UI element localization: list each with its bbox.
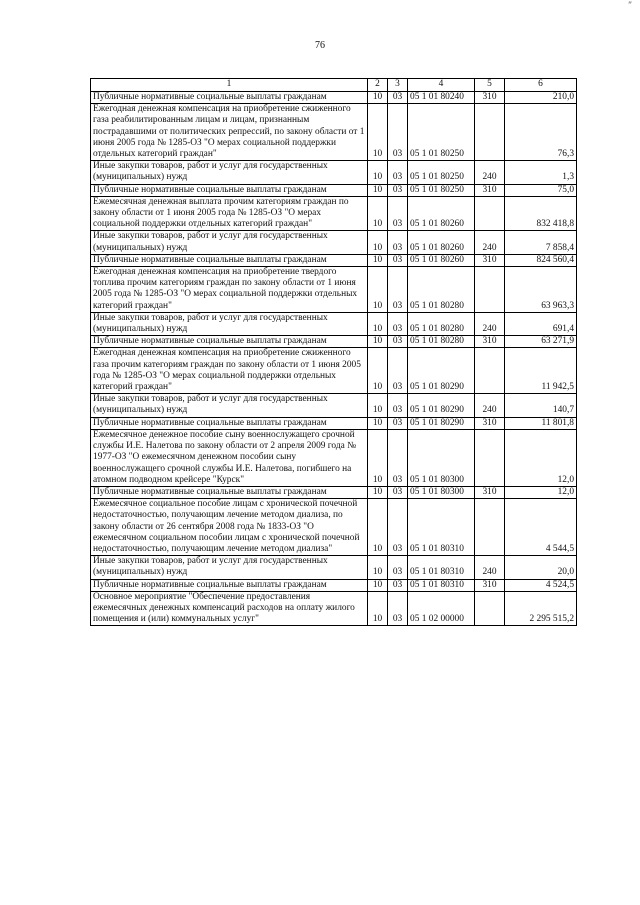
budget-table (90, 78, 577, 626)
cell-target-article: 05 1 01 80300 (408, 486, 475, 498)
table-row (91, 104, 577, 161)
header-col-6: 6 (505, 79, 577, 92)
table-row (91, 336, 577, 348)
cell-description: Публичные нормативные социальные выплаты гражданам (91, 254, 368, 266)
cell-section: 10 (368, 486, 388, 498)
cell-expense-type: 240 (475, 161, 505, 184)
table-row (91, 591, 577, 626)
cell-expense-type: 240 (475, 394, 505, 417)
cell-subsection: 03 (388, 161, 408, 184)
cell-expense-type: 240 (475, 312, 505, 335)
cell-subsection: 03 (388, 556, 408, 579)
cell-description: Ежемесячная денежная выплата прочим категориям граждан по закону области от 1 июня 2005 года № 1285-ОЗ "О мерах социальной поддержки отдельных категорий граждан" (91, 196, 368, 231)
cell-target-article: 05 1 01 80310 (408, 579, 475, 591)
cell-expense-type: 310 (475, 184, 505, 196)
cell-description: Публичные нормативные социальные выплаты гражданам (91, 486, 368, 498)
cell-section: 10 (368, 417, 388, 429)
cell-description: Публичные нормативные социальные выплаты гражданам (91, 336, 368, 348)
cell-amount: 76,3 (505, 104, 577, 161)
cell-subsection: 03 (388, 336, 408, 348)
cell-amount: 4 524,5 (505, 579, 577, 591)
table-row (91, 486, 577, 498)
cell-section: 10 (368, 267, 388, 313)
cell-target-article: 05 1 01 80250 (408, 104, 475, 161)
cell-subsection: 03 (388, 196, 408, 231)
cell-target-article: 05 1 01 80240 (408, 92, 475, 104)
cell-target-article: 05 1 01 80280 (408, 336, 475, 348)
cell-amount: 75,0 (505, 184, 577, 196)
header-col-5: 5 (475, 79, 505, 92)
cell-target-article: 05 1 01 80290 (408, 394, 475, 417)
cell-expense-type (475, 267, 505, 313)
cell-target-article: 05 1 01 80280 (408, 312, 475, 335)
cell-subsection: 03 (388, 579, 408, 591)
table-row (91, 231, 577, 254)
cell-expense-type: 240 (475, 556, 505, 579)
cell-section: 10 (368, 161, 388, 184)
table-row (91, 417, 577, 429)
table-row (91, 499, 577, 556)
cell-target-article: 05 1 01 80280 (408, 267, 475, 313)
corner-mark: ″ (628, 0, 632, 10)
cell-target-article: 05 1 01 80260 (408, 196, 475, 231)
cell-expense-type (475, 429, 505, 486)
cell-section: 10 (368, 231, 388, 254)
cell-section: 10 (368, 556, 388, 579)
cell-description: Ежегодная денежная компенсация на приобретение твердого топлива прочим категориям граждан по закону области от 1 июня 2005 года № 1285-ОЗ "О мерах социальной поддержки отдельных категорий граждан" (91, 267, 368, 313)
cell-amount: 63 963,3 (505, 267, 577, 313)
cell-subsection: 03 (388, 231, 408, 254)
cell-subsection: 03 (388, 104, 408, 161)
cell-expense-type: 310 (475, 336, 505, 348)
table-row (91, 312, 577, 335)
cell-section: 10 (368, 312, 388, 335)
header-col-3: 3 (388, 79, 408, 92)
cell-expense-type (475, 104, 505, 161)
cell-subsection: 03 (388, 429, 408, 486)
cell-description: Ежегодная денежная компенсация на приобретение сжиженного газа реабилитированным лицам и лицам, признанным пострадавшими от политических репрессий, по закону области от 1 июня 2005 года № 1285-ОЗ "О мерах социальной поддержки отдельных категорий граждан" (91, 104, 368, 161)
cell-subsection: 03 (388, 92, 408, 104)
cell-section: 10 (368, 348, 388, 394)
table-row (91, 161, 577, 184)
table-row (91, 348, 577, 394)
cell-section: 10 (368, 499, 388, 556)
cell-expense-type (475, 196, 505, 231)
cell-section: 10 (368, 336, 388, 348)
cell-target-article: 05 1 01 80260 (408, 254, 475, 266)
cell-amount: 140,7 (505, 394, 577, 417)
header-col-4: 4 (408, 79, 475, 92)
cell-amount: 4 544,5 (505, 499, 577, 556)
cell-section: 10 (368, 104, 388, 161)
cell-subsection: 03 (388, 254, 408, 266)
cell-section: 10 (368, 196, 388, 231)
cell-amount: 1,3 (505, 161, 577, 184)
table-row (91, 267, 577, 313)
cell-subsection: 03 (388, 591, 408, 626)
cell-section: 10 (368, 184, 388, 196)
cell-amount: 20,0 (505, 556, 577, 579)
table-row (91, 394, 577, 417)
cell-target-article: 05 1 01 80250 (408, 184, 475, 196)
cell-expense-type: 310 (475, 254, 505, 266)
cell-description: Публичные нормативные социальные выплаты гражданам (91, 184, 368, 196)
cell-expense-type: 310 (475, 417, 505, 429)
cell-description: Публичные нормативные социальные выплаты гражданам (91, 417, 368, 429)
cell-target-article: 05 1 01 80310 (408, 556, 475, 579)
cell-amount: 824 560,4 (505, 254, 577, 266)
cell-subsection: 03 (388, 348, 408, 394)
cell-description: Иные закупки товаров, работ и услуг для государственных (муниципальных) нужд (91, 394, 368, 417)
cell-subsection: 03 (388, 417, 408, 429)
cell-amount: 7 858,4 (505, 231, 577, 254)
cell-amount: 11 942,5 (505, 348, 577, 394)
cell-expense-type: 240 (475, 231, 505, 254)
cell-description: Публичные нормативные социальные выплаты гражданам (91, 579, 368, 591)
cell-description: Ежемесячное денежное пособие сыну военнослужащего срочной службы И.Е. Налетова по закону области от 2 апреля 2009 года № 1977-ОЗ "О ежемесячном денежном пособии сыну военнослужащего срочной службы И.Е. Налетова, погибшего на атомном подводном крейсере "Курск" (91, 429, 368, 486)
cell-subsection: 03 (388, 499, 408, 556)
cell-target-article: 05 1 02 00000 (408, 591, 475, 626)
cell-subsection: 03 (388, 184, 408, 196)
cell-amount: 12,0 (505, 486, 577, 498)
cell-section: 10 (368, 92, 388, 104)
cell-subsection: 03 (388, 267, 408, 313)
cell-description: Ежемесячное социальное пособие лицам с хронической почечной недостаточностью, получающим лечение методом диализа, по закону области от 26 сентября 2008 года № 1833-ОЗ "О ежемесячном социальном пособии лицам с хронической почечной недостаточностью, получающим лечение методом диализа" (91, 499, 368, 556)
cell-expense-type (475, 348, 505, 394)
cell-amount: 63 271,9 (505, 336, 577, 348)
table-row (91, 92, 577, 104)
cell-target-article: 05 1 01 80290 (408, 417, 475, 429)
cell-target-article: 05 1 01 80300 (408, 429, 475, 486)
table-row (91, 579, 577, 591)
cell-expense-type (475, 499, 505, 556)
cell-subsection: 03 (388, 312, 408, 335)
table-row (91, 556, 577, 579)
cell-section: 10 (368, 254, 388, 266)
table-row (91, 429, 577, 486)
cell-amount: 11 801,8 (505, 417, 577, 429)
cell-description: Ежегодная денежная компенсация на приобретение сжиженного газа прочим категориям граждан по закону области от 1 июня 2005 года № 1285-ОЗ "О мерах социальной поддержки отдельных категорий граждан" (91, 348, 368, 394)
table-row (91, 254, 577, 266)
cell-description: Иные закупки товаров, работ и услуг для государственных (муниципальных) нужд (91, 556, 368, 579)
cell-expense-type: 310 (475, 486, 505, 498)
cell-target-article: 05 1 01 80250 (408, 161, 475, 184)
table-header-row (91, 79, 577, 92)
page-number: 76 (315, 40, 325, 51)
cell-target-article: 05 1 01 80310 (408, 499, 475, 556)
cell-subsection: 03 (388, 394, 408, 417)
cell-section: 10 (368, 394, 388, 417)
cell-target-article: 05 1 01 80260 (408, 231, 475, 254)
cell-target-article: 05 1 01 80290 (408, 348, 475, 394)
cell-description: Иные закупки товаров, работ и услуг для государственных (муниципальных) нужд (91, 161, 368, 184)
cell-expense-type: 310 (475, 579, 505, 591)
table-row (91, 184, 577, 196)
cell-description: Публичные нормативные социальные выплаты гражданам (91, 92, 368, 104)
cell-section: 10 (368, 429, 388, 486)
cell-description: Иные закупки товаров, работ и услуг для государственных (муниципальных) нужд (91, 312, 368, 335)
cell-amount: 2 295 515,2 (505, 591, 577, 626)
cell-expense-type (475, 591, 505, 626)
cell-description: Иные закупки товаров, работ и услуг для государственных (муниципальных) нужд (91, 231, 368, 254)
cell-amount: 210,0 (505, 92, 577, 104)
cell-section: 10 (368, 579, 388, 591)
cell-section: 10 (368, 591, 388, 626)
cell-description: Основное мероприятие "Обеспечение предоставления ежемесячных денежных компенсаций расходов на оплату жилого помещения и (или) коммунальных услуг" (91, 591, 368, 626)
cell-amount: 12,0 (505, 429, 577, 486)
cell-subsection: 03 (388, 486, 408, 498)
cell-expense-type: 310 (475, 92, 505, 104)
cell-amount: 832 418,8 (505, 196, 577, 231)
header-col-2: 2 (368, 79, 388, 92)
table-row (91, 196, 577, 231)
header-col-1: 1 (91, 79, 368, 92)
cell-amount: 691,4 (505, 312, 577, 335)
